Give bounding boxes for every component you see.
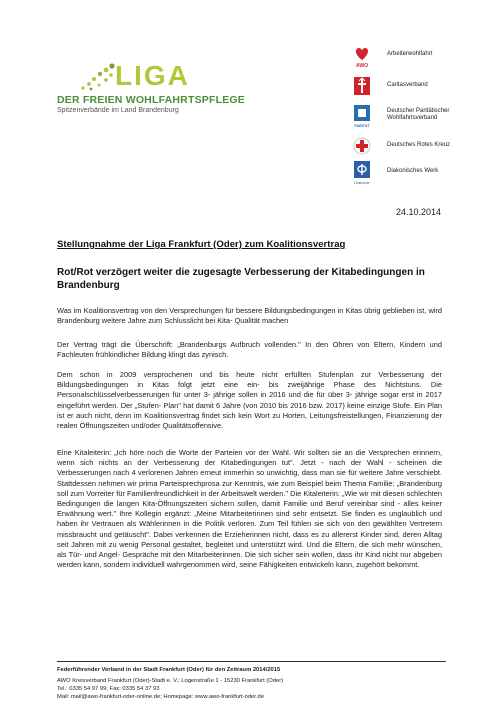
member-name: Deutsches Rotes Kreuz (387, 142, 451, 148)
footer-title: Federführender Verband in der Stadt Frankfurt (Oder) für den Zeitraum 2014/2015 (57, 667, 281, 673)
member-name: Deutscher Paritätischer Wohlfahrtsverband (387, 108, 450, 121)
body-paragraph: Dem schon in 2009 versprochenen und bis heute nicht erfüllten Stufenplan zur Verbesserung der Bildungsbedingungen in Kitas folgt jetzt eine ein- bis zweijährige Phase des Nichtstuns. Die Personalschlüsselverbesserungen für unter 3- jährige sollen in 2016 und die für über 3- jährige sogar erst in 2017 eingeführt werden. Der „Stufen- Plan" hat damit 6 Jahre (von 2010 bis 2016 bzw. 2017) keine einzige Stufe. Ein Plan ist er auch nicht, denn im Koalitionsvertrag findet sich kein Wort zu Horten, Leitungsfreistellungen, Finanzierung der realen Öffnungszeiten und/oder Qualitätsoffensive. (57, 370, 442, 431)
liga-wordmark: LIGA (115, 60, 190, 91)
body-paragraph: Der Vertrag trägt die Überschrift: „Brandenburgs Aufbruch vollenden." In den Ohren von Eltern, Kindern und Fachleuten frühkindlicher Bildung klingt das zynisch. (57, 340, 442, 360)
diakonie-cross-icon (353, 160, 371, 186)
awo-heart-icon (353, 44, 371, 70)
document-date: 24.10.2014 (396, 207, 442, 217)
liga-logo (57, 62, 247, 114)
svg-text:PARITÄT: PARITÄT (354, 124, 370, 128)
liga-dots-icon (79, 62, 115, 92)
member-name: Arbeiterwohlfahrt (387, 51, 433, 57)
statement-heading: Stellungnahme der Liga Frankfurt (Oder) zum Koalitionsvertrag (57, 239, 346, 250)
footer-phone: Tel.: 0335 54 97 99; Fax: 0335 54 37 93 (57, 686, 160, 692)
member-awo (353, 44, 493, 70)
footer-address: AWO Kreisverband Frankfurt (Oder)-Stadt e. V.; Logenstraße 1 - 15230 Frankfurt (Oder) (57, 678, 284, 684)
member-caritas (353, 74, 493, 100)
liga-tagline: Spitzenverbände im Land Brandenburg (57, 107, 179, 114)
red-cross-icon (353, 134, 371, 160)
footer-divider (57, 661, 446, 662)
body-paragraph: Eine Kitaleiterin: „Ich höre noch die Worte der Parteien vor der Wahl. Wir sollten sie an die Versprechen erinnern, wenn sich nichts an der Verbesserung der Kitabedingungen tut". Jetzt - nach der Wahl - scheinen die Verbesserungen nach 4 verlorenen Jahren erneut immerhin so unwichtig, dass man sie für weitere Jahre verschiebt. Stattdessen nehmen wir prima Parteisprechprosa zur Kenntnis, wie zum Beispiel beim Thema Familie: „Brandenburg soll zum Vorreiter für Familienfreundlichkeit in der Arbeitswelt werden." Die Kitaleiterin: „Wie wir mit diesen schlechten Bedingungen die langen Kita-Öffnungszeiten sichern sollen, damit Familie und Beruf vereinbar sind - alles keiner Erwähnung wert." Ihre Kollegin ergänzt: „Meine Mitarbeiterinnen sind sehr entsetzt. Sie finden es unglaublich und haben ihr Vertrauen als Wählerinnen in die Politik verloren. Zum Teil fühlen sie sich von den gewählten Vertretern missbraucht und getäuscht". Dabei verkennen die Erzieherinnen nicht, dass es zu allererst Kinder sind, deren Alltag seit Jahren mit zu wenig Personal gestaltet, begleitet und unterstützt wird. Und die Eltern, die sich mehr wünschen, als Tür- und Angel- Gespräche mit den Mitarbeiterinnen. Die sich sicher sein wollen, dass ihr Kind nicht nur abgeben werden kann, sondern individuell wahrgenommen wird, seine Fähigkeiten entwickeln kann, zugehört bekommt. (57, 448, 442, 570)
member-name: Caritasverband (387, 82, 428, 88)
member-paritaet (353, 104, 493, 130)
member-diakonie (353, 160, 493, 186)
svg-text:AWO: AWO (356, 63, 368, 69)
member-drk (353, 134, 493, 160)
paritaet-square-icon (353, 104, 371, 130)
svg-text:Diakonie: Diakonie (354, 180, 370, 185)
liga-subtitle: DER FREIEN WOHLFAHRTSPFLEGE (57, 94, 245, 106)
member-name: Diakonisches Werk (387, 168, 439, 174)
body-paragraph: Was im Koalitionsvertrag von den Versprechungen für bessere Bildungsbedingungen in Kitas übrig geblieben ist, wird Brandenburg weitere Jahre zum Schlusslicht bei Kita- Qualität machen (57, 306, 442, 326)
caritas-flame-cross-icon (353, 74, 371, 100)
statement-subheading: Rot/Rot verzögert weiter die zugesagte Verbesserung der Kitabedingungen in Brandenburg (57, 267, 425, 291)
footer-contact: Mail: mail@awo-frankfurt-oder-online.de; Homepage: www.awo-frankfurt-oder.de (57, 694, 264, 700)
